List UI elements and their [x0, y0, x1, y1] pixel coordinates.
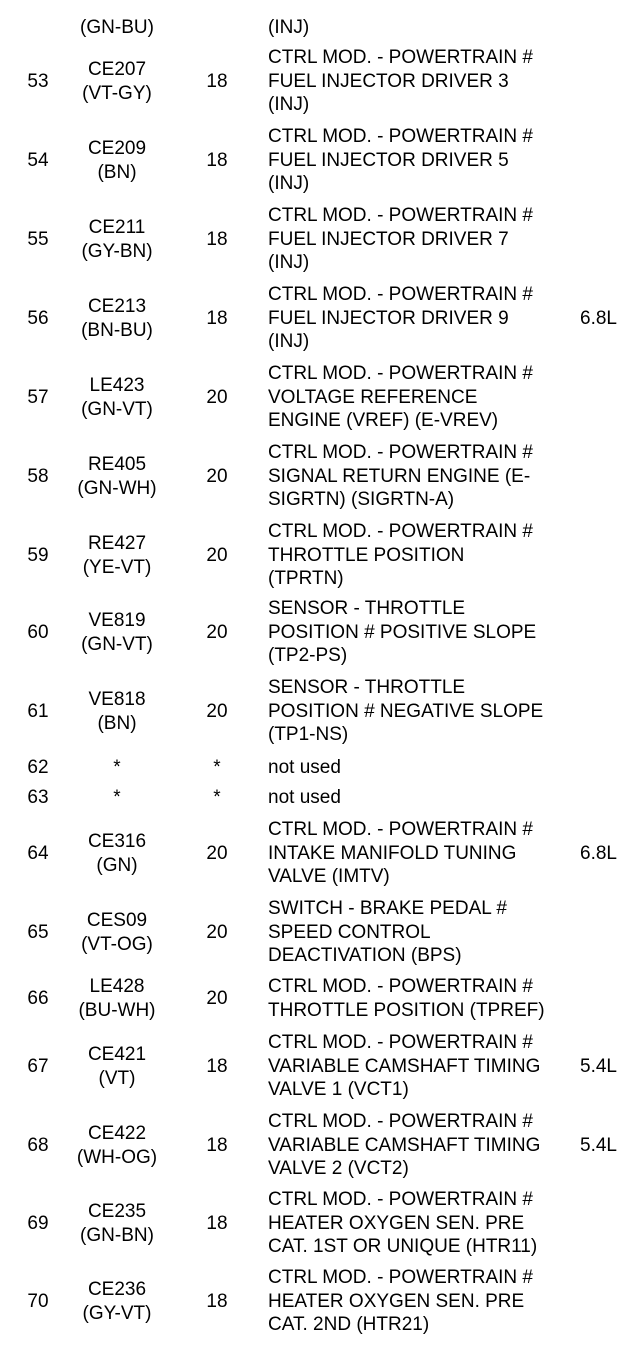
table-row [0, 818, 640, 889]
engine-option: 5.4L [580, 1134, 617, 1156]
wire-code-line: (VT-GY) [82, 82, 152, 104]
wire-gauge: 20 [206, 987, 228, 1009]
circuit-function-line: SPEED CONTROL [268, 921, 431, 943]
wire-gauge: * [213, 757, 221, 779]
wire-code-line: VE818 [88, 689, 146, 710]
circuit-function-line: (TPRTN) [268, 568, 344, 589]
wire-gauge: 20 [206, 842, 228, 864]
table-row [0, 1188, 640, 1259]
table-row [0, 362, 640, 433]
circuit-function-line: FUEL INJECTOR DRIVER 7 [268, 228, 509, 250]
table-row [0, 520, 640, 591]
circuit-function-line: CAT. 1ST OR UNIQUE (HTR11) [268, 1236, 538, 1257]
circuit-function [268, 16, 580, 40]
engine-option [580, 975, 638, 1022]
circuit-function-line: (INJ) [268, 173, 310, 194]
engine-option [580, 125, 638, 196]
wire-code [66, 283, 168, 354]
wire-code-line: (GN) [96, 854, 138, 876]
wire-code [66, 125, 168, 196]
circuit-function-line: SENSOR - THROTTLE [268, 677, 466, 698]
circuit-function-line: VALVE 1 (VCT1) [268, 1079, 409, 1100]
wire-code [66, 1188, 168, 1259]
circuit-function [268, 756, 580, 780]
wire-code-line: (BN) [97, 161, 137, 183]
engine-option [580, 597, 638, 668]
circuit-function-line: (INJ) [268, 331, 310, 352]
circuit-function-line: FUEL INJECTOR DRIVER 5 [268, 149, 509, 171]
wire-gauge: 20 [206, 700, 228, 722]
circuit-function-line: CTRL MOD. - POWERTRAIN # [268, 819, 533, 840]
wire-code-line: * [113, 787, 121, 809]
engine-option [580, 362, 638, 433]
table-row [0, 897, 640, 968]
engine-option: 5.4L [580, 1055, 617, 1077]
wire-code [66, 520, 168, 591]
circuit-function [268, 1031, 580, 1102]
circuit-function [268, 818, 580, 889]
wire-gauge [192, 16, 242, 40]
circuit-function [268, 283, 580, 354]
wire-code-line: (BU-WH) [78, 999, 156, 1021]
circuit-function-line: CTRL MOD. - POWERTRAIN # [268, 205, 533, 226]
wire-code-line: LE428 [89, 976, 145, 997]
wire-gauge: 18 [206, 1290, 228, 1312]
table-row [0, 676, 640, 747]
wire-code-line: CE421 [87, 1044, 147, 1065]
wire-code-line: (GY-VT) [82, 1302, 152, 1324]
circuit-function-line: INTAKE MANIFOLD TUNING [268, 842, 517, 864]
pin-number: 63 [27, 787, 49, 809]
circuit-function-line: DEACTIVATION (BPS) [268, 945, 462, 966]
wire-code [66, 897, 168, 968]
circuit-function-line: POSITION # POSITIVE SLOPE [268, 621, 537, 643]
wire-code [66, 441, 168, 512]
circuit-function [268, 676, 580, 747]
wire-code [66, 46, 168, 117]
circuit-function-line: POSITION # NEGATIVE SLOPE [268, 700, 544, 722]
circuit-function [268, 1188, 580, 1259]
wire-code [66, 1266, 168, 1337]
wire-code-line: CE209 [87, 138, 147, 159]
wire-code-line: (WH-OG) [76, 1146, 158, 1168]
table-row [0, 125, 640, 196]
circuit-function-line: FUEL INJECTOR DRIVER 9 [268, 307, 509, 329]
engine-option [580, 1188, 638, 1259]
circuit-function-line: CAT. 2ND (HTR21) [268, 1314, 430, 1335]
pin-number: 61 [27, 700, 49, 722]
circuit-function-line: CTRL MOD. - POWERTRAIN # [268, 1111, 533, 1132]
engine-option: 6.8L [580, 842, 617, 864]
wire-code-line: (VT) [98, 1067, 136, 1089]
circuit-function [268, 1110, 580, 1181]
wire-code-line: CE316 [87, 831, 147, 852]
wire-code-line: RE405 [87, 454, 147, 475]
circuit-function-line: CTRL MOD. - POWERTRAIN # [268, 1032, 533, 1053]
wire-gauge: 18 [206, 70, 228, 92]
wire-code-line: (GN-VT) [81, 633, 153, 655]
pin-number: 57 [27, 386, 49, 408]
engine-option [580, 786, 638, 810]
circuit-function [268, 204, 580, 275]
wire-code-line: CE236 [87, 1279, 147, 1300]
circuit-function-line: VARIABLE CAMSHAFT TIMING [268, 1134, 541, 1156]
wire-gauge: 18 [206, 228, 228, 250]
circuit-function-line: CTRL MOD. - POWERTRAIN # [268, 363, 533, 384]
circuit-function [268, 520, 580, 591]
pin-number: 67 [27, 1055, 49, 1077]
circuit-function-line: CTRL MOD. - POWERTRAIN # [268, 284, 533, 305]
circuit-function-line: CTRL MOD. - POWERTRAIN # [268, 976, 533, 997]
wire-gauge: 18 [206, 307, 228, 329]
wire-code-line: CE422 [87, 1123, 147, 1144]
wire-gauge: 20 [206, 465, 228, 487]
table-row [0, 46, 640, 117]
pin-number: 55 [27, 228, 49, 250]
wire-code-line: (GY-BN) [81, 240, 153, 262]
pin-number: 53 [27, 70, 49, 92]
wire-code-line: (GN-BN) [80, 1224, 154, 1246]
circuit-function [268, 786, 580, 810]
circuit-function-line: THROTTLE POSITION (TPREF) [268, 999, 545, 1021]
circuit-function-line: CTRL MOD. - POWERTRAIN # [268, 1267, 533, 1288]
wire-code-line: (VT-OG) [81, 933, 153, 955]
wire-code-line: (GN-BU) [80, 17, 154, 39]
wire-code-line: CE235 [87, 1201, 147, 1222]
wire-gauge: 20 [206, 386, 228, 408]
circuit-function-line: (TP1-NS) [268, 724, 349, 745]
circuit-function [268, 46, 580, 117]
wire-gauge: 18 [206, 1055, 228, 1077]
table-row [0, 756, 640, 780]
wire-gauge: 18 [206, 1212, 228, 1234]
pin-number: 56 [27, 307, 49, 329]
circuit-function [268, 975, 580, 1022]
wire-code-line: (BN-BU) [81, 319, 153, 341]
wire-gauge: 20 [206, 921, 228, 943]
table-row [0, 1266, 640, 1337]
table-row [0, 786, 640, 810]
wire-code-line: RE427 [87, 533, 147, 554]
circuit-function-line: CTRL MOD. - POWERTRAIN # [268, 1189, 533, 1210]
pin-number: 58 [27, 465, 49, 487]
wire-gauge: 20 [206, 621, 228, 643]
circuit-function-line: SENSOR - THROTTLE [268, 598, 466, 619]
wire-code-line: CE213 [87, 296, 147, 317]
pin-number: 54 [27, 149, 49, 171]
table-row [0, 16, 640, 40]
circuit-function-line: CTRL MOD. - POWERTRAIN # [268, 521, 533, 542]
engine-option [580, 520, 638, 591]
wire-code [66, 676, 168, 747]
wire-code [66, 756, 168, 780]
wire-code-line: (YE-VT) [82, 556, 152, 578]
circuit-function [268, 597, 580, 668]
circuit-function-line: HEATER OXYGEN SEN. PRE [268, 1290, 525, 1312]
wire-code-line: VE819 [88, 610, 146, 631]
table-row [0, 1031, 640, 1102]
circuit-function-line: (INJ) [268, 17, 310, 38]
circuit-function-line: CTRL MOD. - POWERTRAIN # [268, 47, 533, 68]
engine-option [580, 1266, 638, 1337]
circuit-function-line: SIGNAL RETURN ENGINE (E- [268, 465, 531, 487]
wire-gauge: * [213, 787, 221, 809]
wire-code-line: LE423 [89, 375, 145, 396]
engine-option [580, 676, 638, 747]
table-row [0, 1110, 640, 1181]
circuit-function-line: (INJ) [268, 94, 310, 115]
circuit-function-line: (TP2-PS) [268, 645, 348, 666]
pin-number: 59 [27, 544, 49, 566]
circuit-function [268, 362, 580, 433]
pin-number: 66 [27, 987, 49, 1009]
circuit-function-line: VARIABLE CAMSHAFT TIMING [268, 1055, 541, 1077]
circuit-function-line: not used [268, 757, 341, 778]
pin-number: 70 [27, 1290, 49, 1312]
wire-gauge: 20 [206, 544, 228, 566]
engine-option [580, 897, 638, 968]
circuit-function-line: FUEL INJECTOR DRIVER 3 [268, 70, 509, 92]
wire-code [66, 1110, 168, 1181]
wire-code [66, 16, 168, 40]
wire-code [66, 362, 168, 433]
wire-code [66, 597, 168, 668]
table-row [0, 441, 640, 512]
pin-number [12, 16, 64, 40]
circuit-function [268, 441, 580, 512]
wire-code [66, 818, 168, 889]
pin-number: 60 [27, 621, 49, 643]
engine-option [580, 16, 638, 40]
pin-number: 62 [27, 757, 49, 779]
table-row [0, 283, 640, 354]
circuit-function [268, 125, 580, 196]
pin-number: 65 [27, 921, 49, 943]
engine-option: 6.8L [580, 307, 617, 329]
circuit-function-line: THROTTLE POSITION [268, 544, 465, 566]
circuit-function [268, 897, 580, 968]
pin-number: 68 [27, 1134, 49, 1156]
circuit-function-line: SWITCH - BRAKE PEDAL # [268, 898, 507, 919]
circuit-function-line: VALVE 2 (VCT2) [268, 1158, 409, 1179]
circuit-function-line: HEATER OXYGEN SEN. PRE [268, 1212, 525, 1234]
engine-option [580, 441, 638, 512]
wire-code-line: CES09 [86, 910, 148, 931]
circuit-function-line: not used [268, 787, 341, 808]
circuit-function [268, 1266, 580, 1337]
circuit-function-line: CTRL MOD. - POWERTRAIN # [268, 442, 533, 463]
wire-code-line: * [113, 757, 121, 779]
table-row [0, 204, 640, 275]
wire-gauge: 18 [206, 1134, 228, 1156]
circuit-function-line: VALVE (IMTV) [268, 866, 390, 887]
engine-option [580, 204, 638, 275]
engine-option [580, 46, 638, 117]
engine-option [580, 756, 638, 780]
wire-code-line: CE211 [88, 217, 146, 238]
circuit-function-line: SIGRTN) (SIGRTN-A) [268, 489, 455, 510]
pin-number: 64 [27, 842, 49, 864]
pin-number: 69 [27, 1212, 49, 1234]
circuit-function-line: ENGINE (VREF) (E-VREV) [268, 410, 499, 431]
table-row [0, 597, 640, 668]
table-row [0, 975, 640, 1022]
wire-code [66, 786, 168, 810]
circuit-function-line: CTRL MOD. - POWERTRAIN # [268, 126, 533, 147]
wire-code-line: (GN-WH) [77, 477, 157, 499]
wire-gauge: 18 [206, 149, 228, 171]
wire-code [66, 1031, 168, 1102]
circuit-function-line: VOLTAGE REFERENCE [268, 386, 478, 408]
wire-code [66, 204, 168, 275]
wire-code [66, 975, 168, 1022]
wire-code-line: (BN) [97, 712, 137, 734]
circuit-function-line: (INJ) [268, 252, 310, 273]
wire-code-line: CE207 [87, 59, 147, 80]
wire-code-line: (GN-VT) [81, 398, 153, 420]
